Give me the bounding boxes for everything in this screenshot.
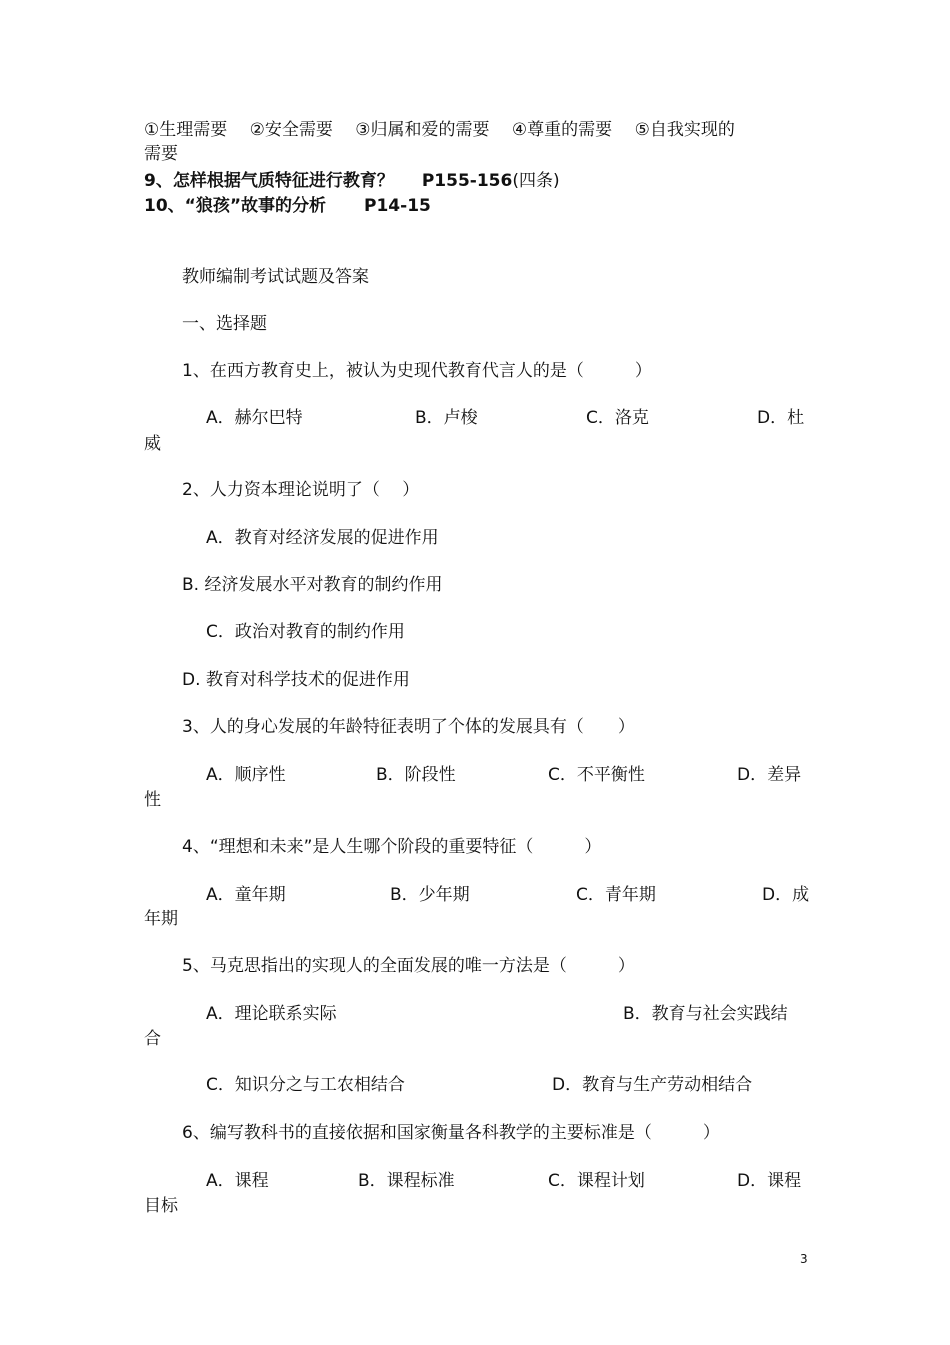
- q1-stem: 1、在西方教育史上，被认为史现代教育代言人的是（ ）: [182, 361, 652, 381]
- q5-option-b: B．教育与社会实践结: [623, 1004, 788, 1024]
- question-9: [144, 170, 560, 192]
- q3-option-b: B．阶段性: [376, 765, 456, 785]
- q1-option-d-cont: 威: [144, 434, 161, 454]
- q4-option-c: C．青年期: [576, 885, 656, 905]
- q2-option-d: D. 教育对科学技术的促进作用: [182, 670, 410, 690]
- q5-stem: 5、马克思指出的实现人的全面发展的唯一方法是（ ）: [182, 956, 635, 976]
- question-10-ref: P14-15: [364, 196, 431, 216]
- q6-option-b: B．课程标准: [358, 1171, 455, 1191]
- question-10-text: 10、“狼孩”故事的分析: [144, 196, 327, 216]
- q1-option-b: B．卢梭: [415, 408, 478, 428]
- q4-option-b: B．少年期: [390, 885, 470, 905]
- q3-option-d: D．差异: [737, 765, 802, 785]
- q3-stem: 3、人的身心发展的年龄特征表明了个体的发展具有（ ）: [182, 717, 635, 737]
- q5-option-a: A．理论联系实际: [206, 1004, 337, 1024]
- q2-option-c: C．政治对教育的制约作用: [206, 622, 405, 642]
- page-number: 3: [800, 1252, 808, 1266]
- q5-option-c: C．知识分之与工农相结合: [206, 1075, 405, 1095]
- question-9-text: 9、怎样根据气质特征进行教育？: [144, 171, 394, 191]
- q1-option-a: A．赫尔巴特: [206, 408, 303, 428]
- q6-option-c: C．课程计划: [548, 1171, 645, 1191]
- q2-stem: 2、人力资本理论说明了（ ）: [182, 480, 420, 500]
- question-9-note: (四条): [512, 171, 560, 191]
- q3-option-c: C．不平衡性: [548, 765, 645, 785]
- exam-title: 教师编制考试试题及答案: [182, 267, 369, 287]
- q4-option-d-cont: 年期: [144, 909, 178, 929]
- q6-option-d: D．课程: [737, 1171, 802, 1191]
- section-heading: 一、选择题: [182, 314, 267, 334]
- q3-option-d-cont: 性: [144, 790, 161, 810]
- needs-list-line2: 需要: [144, 144, 178, 164]
- q1-option-c: C．洛克: [586, 408, 649, 428]
- needs-list-line1: ①生理需要 ②安全需要 ③归属和爱的需要 ④尊重的需要 ⑤自我实现的: [144, 120, 735, 140]
- question-10: [144, 195, 431, 217]
- q6-option-a: A．课程: [206, 1171, 269, 1191]
- q6-stem: 6、编写教科书的直接依据和国家衡量各科教学的主要标准是（ ）: [182, 1123, 720, 1143]
- q2-option-b: B. 经济发展水平对教育的制约作用: [182, 575, 443, 595]
- q2-option-a: A．教育对经济发展的促进作用: [206, 528, 439, 548]
- q1-option-d: D．杜: [757, 408, 805, 428]
- q3-option-a: A．顺序性: [206, 765, 286, 785]
- question-9-ref: P155-156: [421, 171, 513, 191]
- q4-option-d: D．成: [762, 885, 810, 905]
- q4-option-a: A．童年期: [206, 885, 286, 905]
- q5-option-d: D．教育与生产劳动相结合: [552, 1075, 753, 1095]
- q4-stem: 4、“理想和未来”是人生哪个阶段的重要特征（ ）: [182, 837, 602, 857]
- q6-option-d-cont: 目标: [144, 1196, 178, 1216]
- q5-option-b-cont: 合: [144, 1029, 161, 1049]
